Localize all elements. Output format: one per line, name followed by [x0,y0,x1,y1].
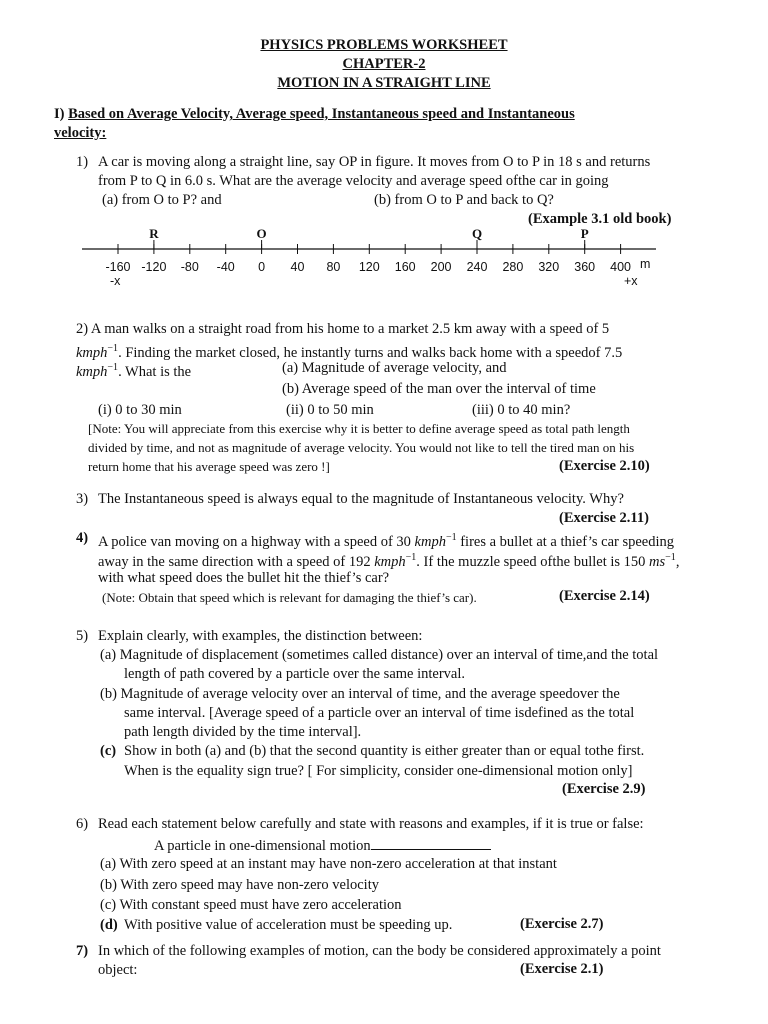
tick-label: -160 [105,260,131,274]
q4-exp-2: −1 [405,552,417,563]
q7-line2: object: [98,962,138,978]
q3-reference: (Exercise 2.11) [559,510,649,526]
q5-a-line1: (a) Magnitude of displacement (sometimes called distance) over an interval of time,and the total [100,647,659,663]
q1-option-b: (b) from O to P and back to Q? [374,192,554,208]
q6-d-label: (d) [100,917,118,933]
q5-number: 5) [76,628,89,644]
q2-interval-i: (i) 0 to 30 min [98,402,182,418]
q5-b-line2: same interval. [Average speed of a particle over an interval of time isdefined as the total [124,705,635,721]
point-label: O [256,226,267,241]
q2-note-line3: return home that his average speed was zero !] [88,459,330,474]
q6-line1: Read each statement below carefully and state with reasons and examples, if it is true or false: [98,816,644,832]
q4-number: 4) [76,530,89,546]
tick-label: 360 [574,260,596,274]
q4-line2-c: , [675,553,680,570]
q2-unit-1: kmph [76,344,108,361]
tick-label: 280 [502,260,524,274]
point-label: R [149,226,159,241]
q2-note-line2: divided by time, and not as magnitude of average velocity. You would not like to tell the tired man on his [88,440,635,455]
q2-line3-rest: . What is the [118,363,192,380]
q2-line1: 2) A man walks on a straight road from his home to a market 2.5 km away with a speed of 5 [76,321,610,337]
q6-option-d: With positive value of acceleration must be speeding up. [124,917,453,933]
q2-interval-iii: (iii) 0 to 40 min? [472,402,571,418]
section-title-b: velocity: [54,125,107,141]
q4-unit-1: kmph [414,533,446,550]
chapter-title: CHAPTER-2 [342,56,426,72]
q2-option-a: (a) Magnitude of average velocity, and [282,360,507,376]
q2-reference: (Exercise 2.10) [559,458,650,474]
q1-reference: (Example 3.1 old book) [528,211,672,227]
q4-unit-3: ms [649,553,666,570]
section-heading [54,105,575,123]
q4-reference: (Exercise 2.14) [559,588,650,604]
q4-exp-3: −1 [665,552,676,563]
q5-b-line3: path length divided by the time interval]. [124,724,362,740]
q4-line1 [98,529,674,551]
tick-label: -80 [180,260,199,274]
q5-c-label: (c) [100,743,117,759]
neg-direction-label: -x [110,274,121,288]
tick-label: 0 [258,260,266,274]
q2-interval-ii: (ii) 0 to 50 min [286,402,374,418]
section-title-a: Based on Average Velocity, Average speed, Instantaneous speed and Instantaneous [68,106,575,122]
tick-label: 320 [538,260,560,274]
q5-c-line1: Show in both (a) and (b) that the second quantity is either greater than or equal tothe first. [124,743,645,759]
section-prefix: I) [54,106,65,122]
unit-label: m [640,257,651,271]
q6-option-a: (a) With zero speed at an instant may have non-zero acceleration at that instant [100,856,557,872]
q6-option-b: (b) With zero speed may have non-zero velocity [100,877,379,893]
point-label: Q [471,226,483,241]
tick-label: -120 [141,260,167,274]
tick-label: 160 [394,260,416,274]
q6-line2 [154,835,491,855]
tick-label: 400 [610,260,632,274]
tick-label: 80 [326,260,341,274]
q4-line2-b: . If the muzzle speed ofthe bullet is 150 [416,553,650,570]
q1-line2: from P to Q in 6.0 s. What are the average velocity and average speed ofthe car in going [98,173,609,189]
q2-note-line1: [Note: You will appreciate from this exercise why it is better to define average speed as total path length [88,421,630,436]
tick-label: -40 [216,260,235,274]
q1-number: 1) [76,154,89,170]
worksheet-title: PHYSICS PROBLEMS WORKSHEET [260,37,508,53]
q5-reference: (Exercise 2.9) [562,781,646,797]
q2-line3 [76,359,191,381]
q6-number: 6) [76,816,89,832]
q5-b-line1: (b) Magnitude of average velocity over an interval of time, and the average speedover the [100,686,620,702]
answer-blank [371,835,491,850]
q4-exp-1: −1 [445,532,457,543]
q6-reference: (Exercise 2.7) [520,916,604,932]
q2-unit-2: kmph [76,363,108,380]
q2-exp-1: −1 [107,343,119,354]
q2-option-b: (b) Average speed of the man over the interval of time [282,381,596,397]
q4-line1-a: A police van moving on a highway with a speed of 30 [98,533,415,550]
q3-text: The Instantaneous speed is always equal to the magnitude of Instantaneous velocity. Why? [98,491,624,507]
q4-line2 [98,549,679,571]
q5-c-line2: When is the equality sign true? [ For simplicity, consider one-dimensional motion only] [124,763,633,779]
q5-line1: Explain clearly, with examples, the distinction between: [98,628,423,644]
q6-line2-text: A particle in one-dimensional motion [154,838,371,854]
q4-line2-a: away in the same direction with a speed of 192 [98,553,375,570]
q1-line1: A car is moving along a straight line, say OP in figure. It moves from O to P in 18 s and returns [98,154,651,170]
tick-label: 120 [358,260,380,274]
q4-unit-2: kmph [374,553,406,570]
q7-line1: In which of the following examples of motion, can the body be considered approximately a point [98,943,661,959]
number-line-figure [0,226,768,292]
q2-line2-rest: . Finding the market closed, he instantly turns and walks back home with a speedof 7.5 [118,344,623,361]
q3-number: 3) [76,491,89,507]
q7-reference: (Exercise 2.1) [520,961,604,977]
q5-a-line2: length of path covered by a particle over the same interval. [124,666,466,682]
pos-direction-label: +x [624,274,638,288]
tick-label: 240 [466,260,488,274]
chapter-subtitle: MOTION IN A STRAIGHT LINE [277,75,491,91]
q4-line3: with what speed does the bullet hit the thief’s car? [98,570,390,586]
point-label: P [580,226,589,241]
q4-note: (Note: Obtain that speed which is relevant for damaging the thief’s car). [102,590,477,605]
tick-label: 200 [430,260,452,274]
tick-label: 40 [290,260,305,274]
q1-option-a: (a) from O to P? and [102,192,222,208]
q6-option-c: (c) With constant speed must have zero acceleration [100,897,402,913]
q4-line1-b: fires a bullet at a thief’s car speeding [456,533,675,550]
q2-exp-2: −1 [107,362,119,373]
q7-number: 7) [76,943,89,959]
